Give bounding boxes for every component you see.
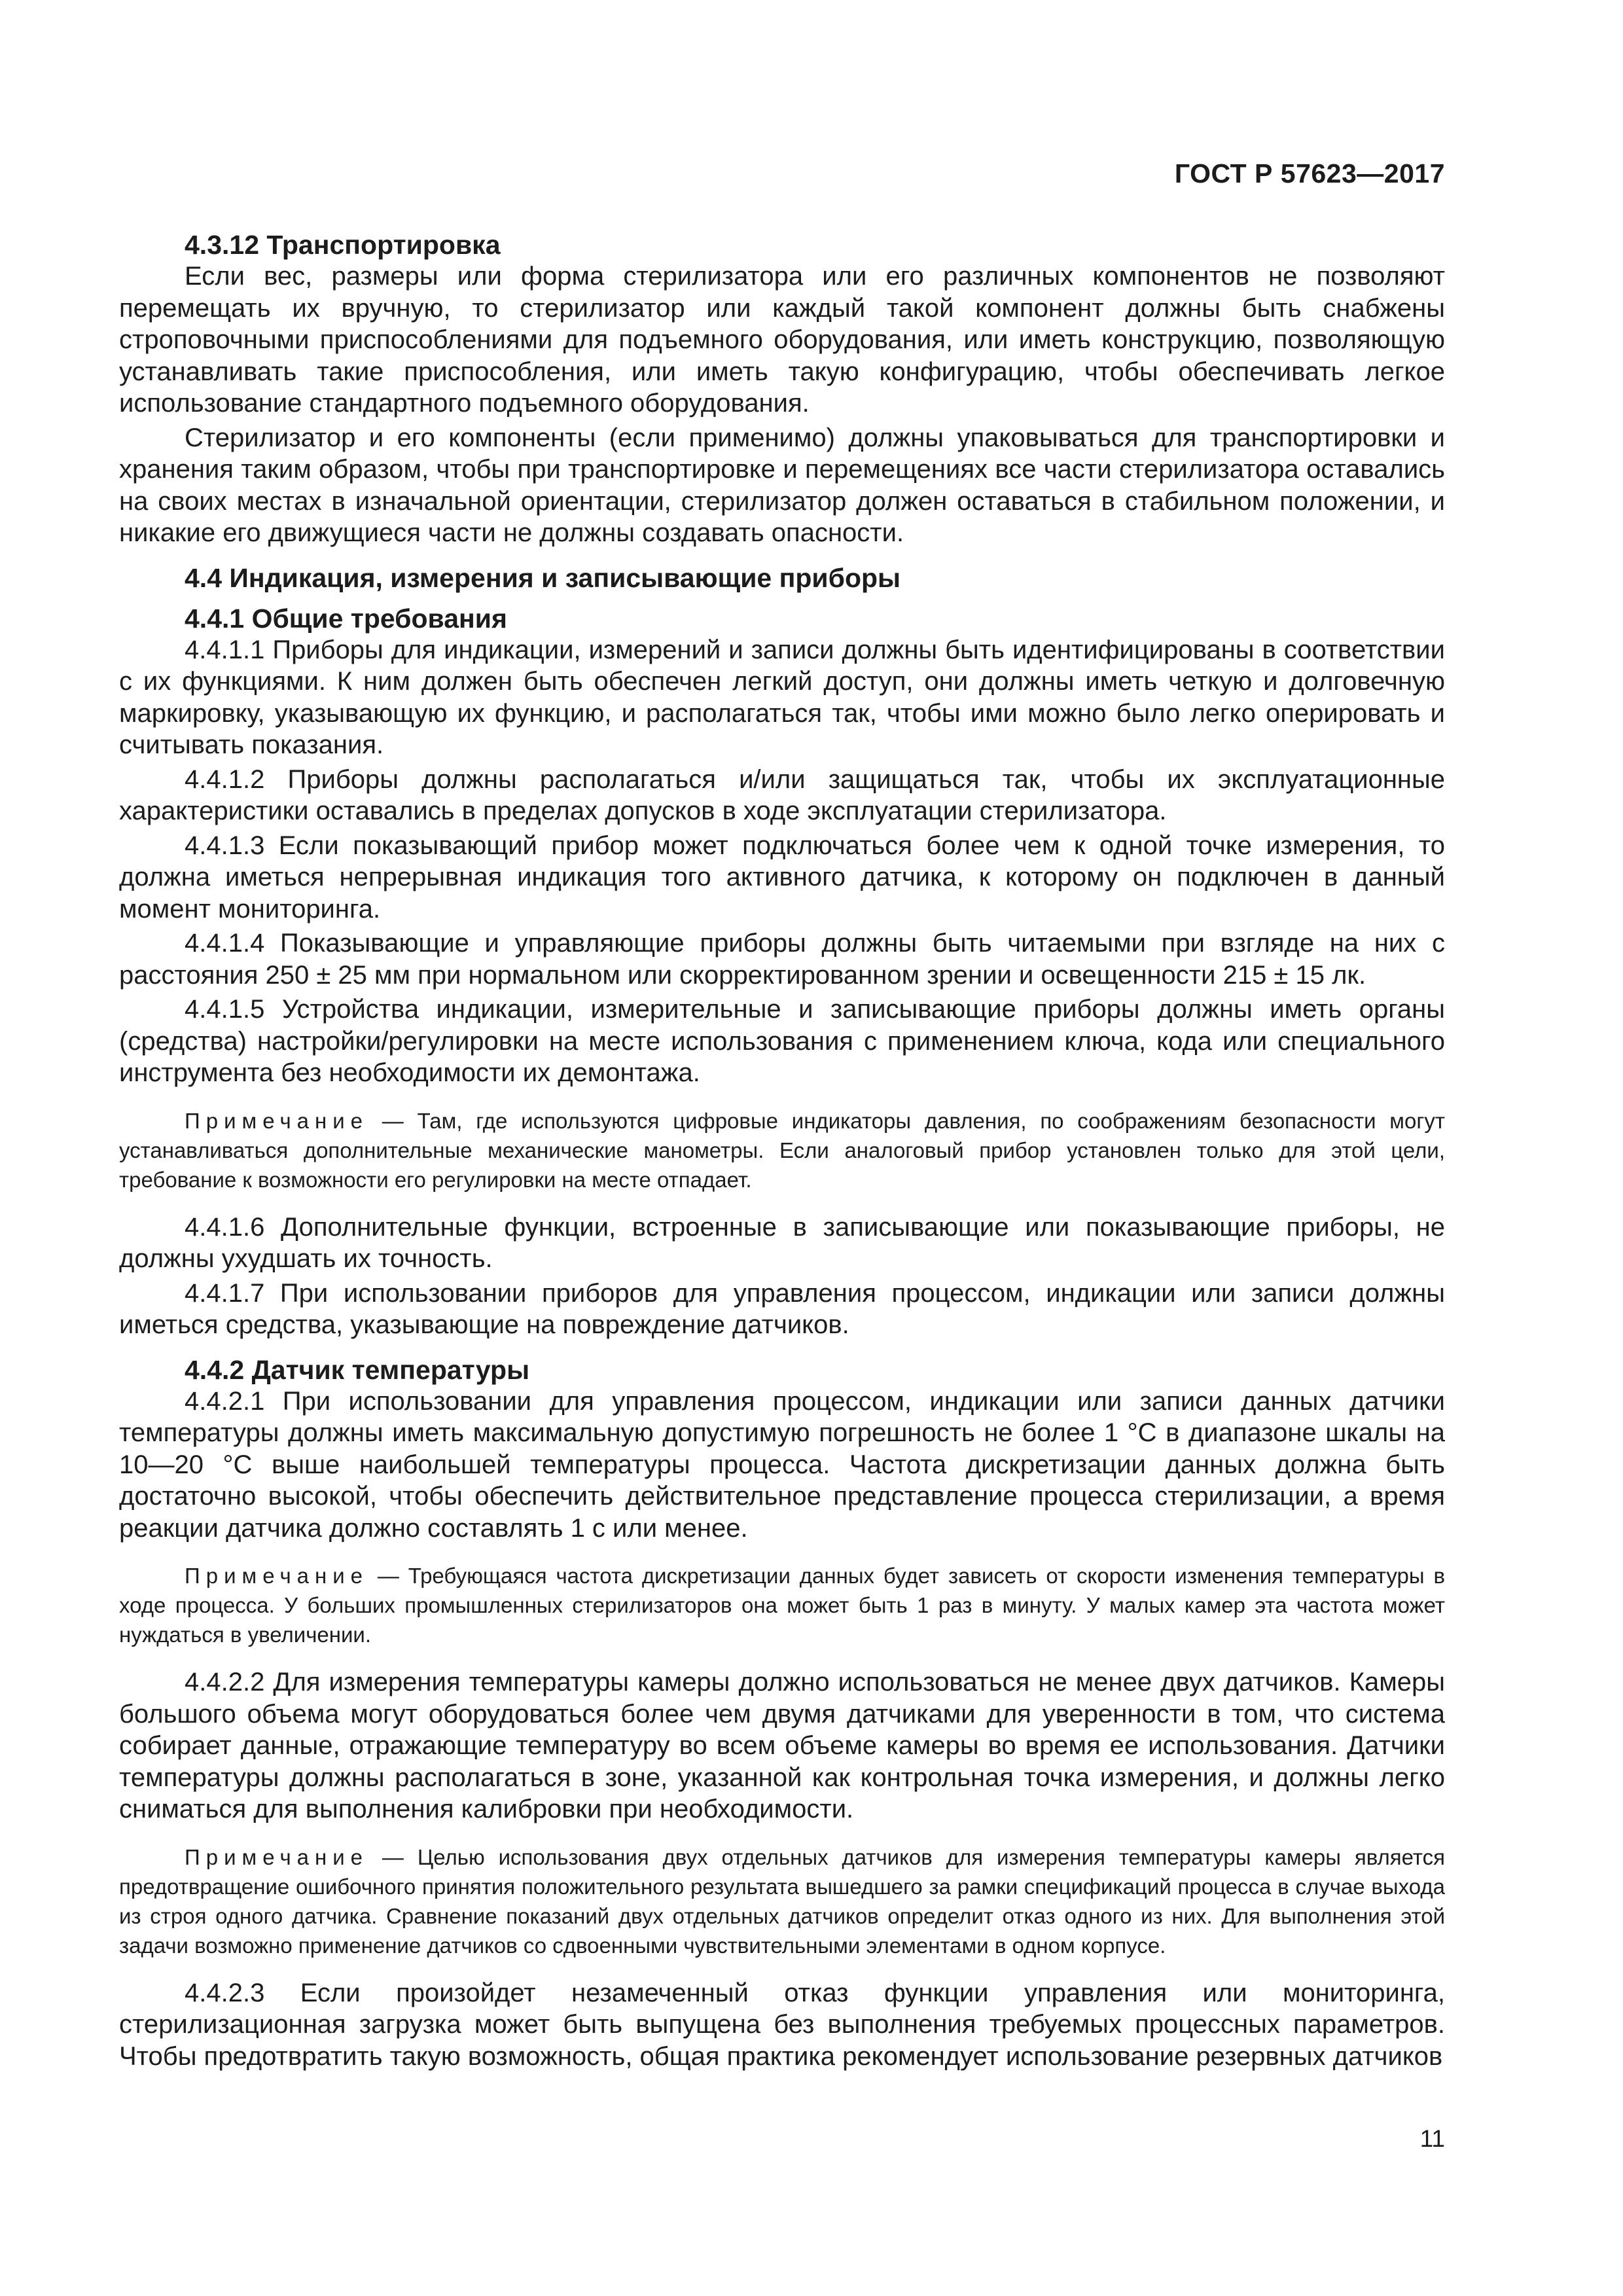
note-label: Примечание [185, 1844, 369, 1869]
section-heading: 4.4.2 Датчик температуры [185, 1354, 530, 1385]
paragraph: 4.4.1.3 Если показывающий прибор может подключаться более чем к одной точке измерения, то должна иметься непрерывная индикация того активного датчика, к которому он подключен в данный момент мониторинга. [119, 831, 1445, 924]
paragraph: 4.4.1.2 Приборы должны располагаться и/или защищаться так, чтобы их эксплуатационные характеристики оставались в пределах допусков в ходе эксплуатации стерилизатора. [119, 764, 1445, 825]
paragraph: 4.4.2.3 Если произойдет незамеченный отказ функции управления или мониторинга, стерилизационная загрузка может быть выпущена без выполнения требуемых процессных параметров. Чтобы предотвратить такую возможность, общая практика рекомендует использование резервных датчиков [119, 1978, 1445, 2071]
note-text: — Целью использования двух отдельных датчиков для измерения температуры камеры является предотвращение ошибочного принятия положительного результата вышедшего за рамки спецификаций процесса в случае выхода из строя одного датчика. Сравнение показаний двух отдельных датчиков определит отказ одного из них. Для выполнения этой задачи возможно применение датчиков со сдвоенными чувствительными элементами в одном корпусе. [119, 1844, 1445, 1958]
paragraph: Если вес, размеры или форма стерилизатора или его различных компонентов не позволяют перемещать их вручную, то стерилизатор или каждый такой компонент должны быть снабжены строповочными приспособлениями для подъемного оборудования, или иметь конструкцию, позволяющую устанавливать такие приспособления, или иметь такую конфигурацию, чтобы обеспечивать легкое использование стандартного подъемного оборудования. [119, 262, 1445, 418]
paragraph: 4.4.1.5 Устройства индикации, измерительные и записывающие приборы должны иметь органы (средства) настройки/регулировки на месте использования с применением ключа, кода или специального инструмента без необходимости их демонтажа. [119, 995, 1445, 1087]
paragraph: 4.4.1.7 При использовании приборов для управления процессом, индикации или записи должны иметься средства, указывающие на повреждение датчиков. [119, 1278, 1445, 1339]
paragraph: Стерилизатор и его компоненты (если применимо) должны упаковываться для транспортировки и хранения таким образом, чтобы при транспортировке и перемещениях все части стерилизатора оставались на своих местах в изначальной ориентации, стерилизатор должен оставаться в стабильном положении, и никакие его движущиеся части не должны создавать опасности. [119, 423, 1445, 547]
paragraph: 4.4.1.6 Дополнительные функции, встроенные в записывающие или показывающие приборы, не должны ухудшать их точность. [119, 1212, 1445, 1273]
note [119, 1106, 1445, 1194]
note-text: — Там, где используются цифровые индикаторы давления, по соображениям безопасности могут устанавливаться дополнительные механические манометры. Если аналоговый прибор установлен только для этой цели, требование к возможности его регулировки на месте отпадает. [119, 1108, 1445, 1192]
document-standard-number: ГОСТ Р 57623—2017 [1174, 158, 1445, 188]
section-heading: 4.3.12 Транспортировка [185, 230, 501, 260]
note [119, 1842, 1445, 1960]
note [119, 1561, 1445, 1649]
page-number: 11 [1419, 2125, 1445, 2152]
note-text: — Требующаяся частота дискретизации данных будет зависеть от скорости изменения температуры в ходе процесса. У больших промышленных стерилизаторов она может быть 1 раз в минуту. У малых камер эта частота может нуждаться в увеличении. [119, 1564, 1445, 1647]
document-body [119, 229, 1445, 2072]
paragraph: 4.4.2.1 При использовании для управления процессом, индикации или записи данных датчики температуры должны иметь максимальную допустимую погрешность не более 1 °С в диапазоне шкалы на 10—20 °С выше наибольшей температуры процесса. Частота дискретизации данных должна быть достаточно высокой, чтобы обеспечить действительное представление процесса стерилизации, а время реакции датчика должно составлять 1 с или менее. [119, 1386, 1445, 1543]
section-heading: 4.4 Индикация, измерения и записывающие приборы [185, 562, 901, 593]
paragraph: 4.4.1.1 Приборы для индикации, измерений и записи должны быть идентифицированы в соответствии с их функциями. К ним должен быть обеспечен легкий доступ, они должны иметь четкую и долговечную маркировку, указывающую их функцию, и располагаться так, чтобы ими можно было легко оперировать и считывать показания. [119, 635, 1445, 759]
paragraph: 4.4.1.4 Показывающие и управляющие приборы должны быть читаемыми при взгляде на них с расстояния 250 ± 25 мм при нормальном или скорректированном зрении и освещенности 215 ± 15 лк. [119, 929, 1445, 990]
note-label: Примечание [185, 1108, 369, 1133]
section-heading: 4.4.1 Общие требования [185, 603, 507, 634]
paragraph: 4.4.2.2 Для измерения температуры камеры должно использоваться не менее двух датчиков. Камеры большого объема могут оборудоваться более чем двумя датчиками для уверенности в том, что система собирает данные, отражающие температуру во всем объеме камеры во время ее использования. Датчики температуры должны располагаться в зоне, указанной как контрольная точка измерения, и должны легко сниматься для выполнения калибровки при необходимости. [119, 1668, 1445, 1823]
note-label: Примечание [185, 1564, 369, 1588]
